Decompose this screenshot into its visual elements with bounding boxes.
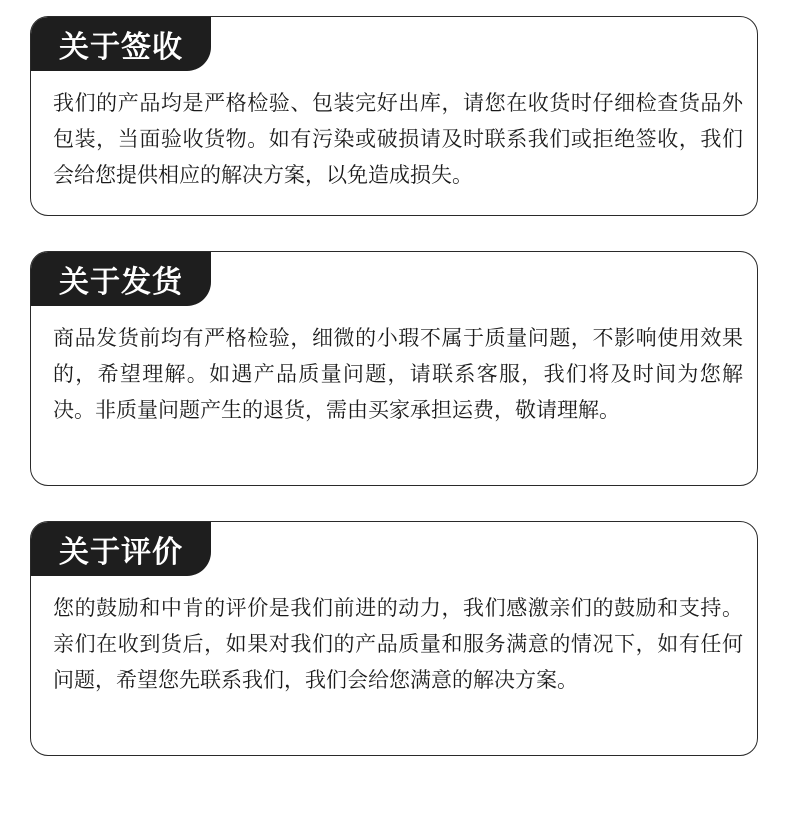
section-card-review [30,521,758,756]
section-card-shipping [30,251,758,486]
section-body-sign-receipt: 我们的产品均是严格检验、包装完好出库，请您在收货时仔细检查货品外包装，当面验收货物。如有污染或破损请及时联系我们或拒绝签收，我们会给您提供相应的解决方案，以免造成损失。 [53,91,743,187]
section-title-review: 关于评价 [31,522,211,576]
section-card-sign-receipt [30,16,758,216]
section-body-review: 您的鼓励和中肯的评价是我们前进的动力，我们感激亲们的鼓励和支持。亲们在收到货后，如果对我们的产品质量和服务满意的情况下，如有任何问题，希望您先联系我们，我们会给您满意的解决方案。 [53,596,743,692]
section-title-shipping: 关于发货 [31,252,211,306]
section-body-shipping: 商品发货前均有严格检验，细微的小瑕不属于质量问题，不影响使用效果的，希望理解。如遇产品质量问题，请联系客服，我们将及时间为您解决。非质量问题产生的退货，需由买家承担运费，敬请理解。 [53,326,743,422]
section-title-sign-receipt: 关于签收 [31,17,211,71]
